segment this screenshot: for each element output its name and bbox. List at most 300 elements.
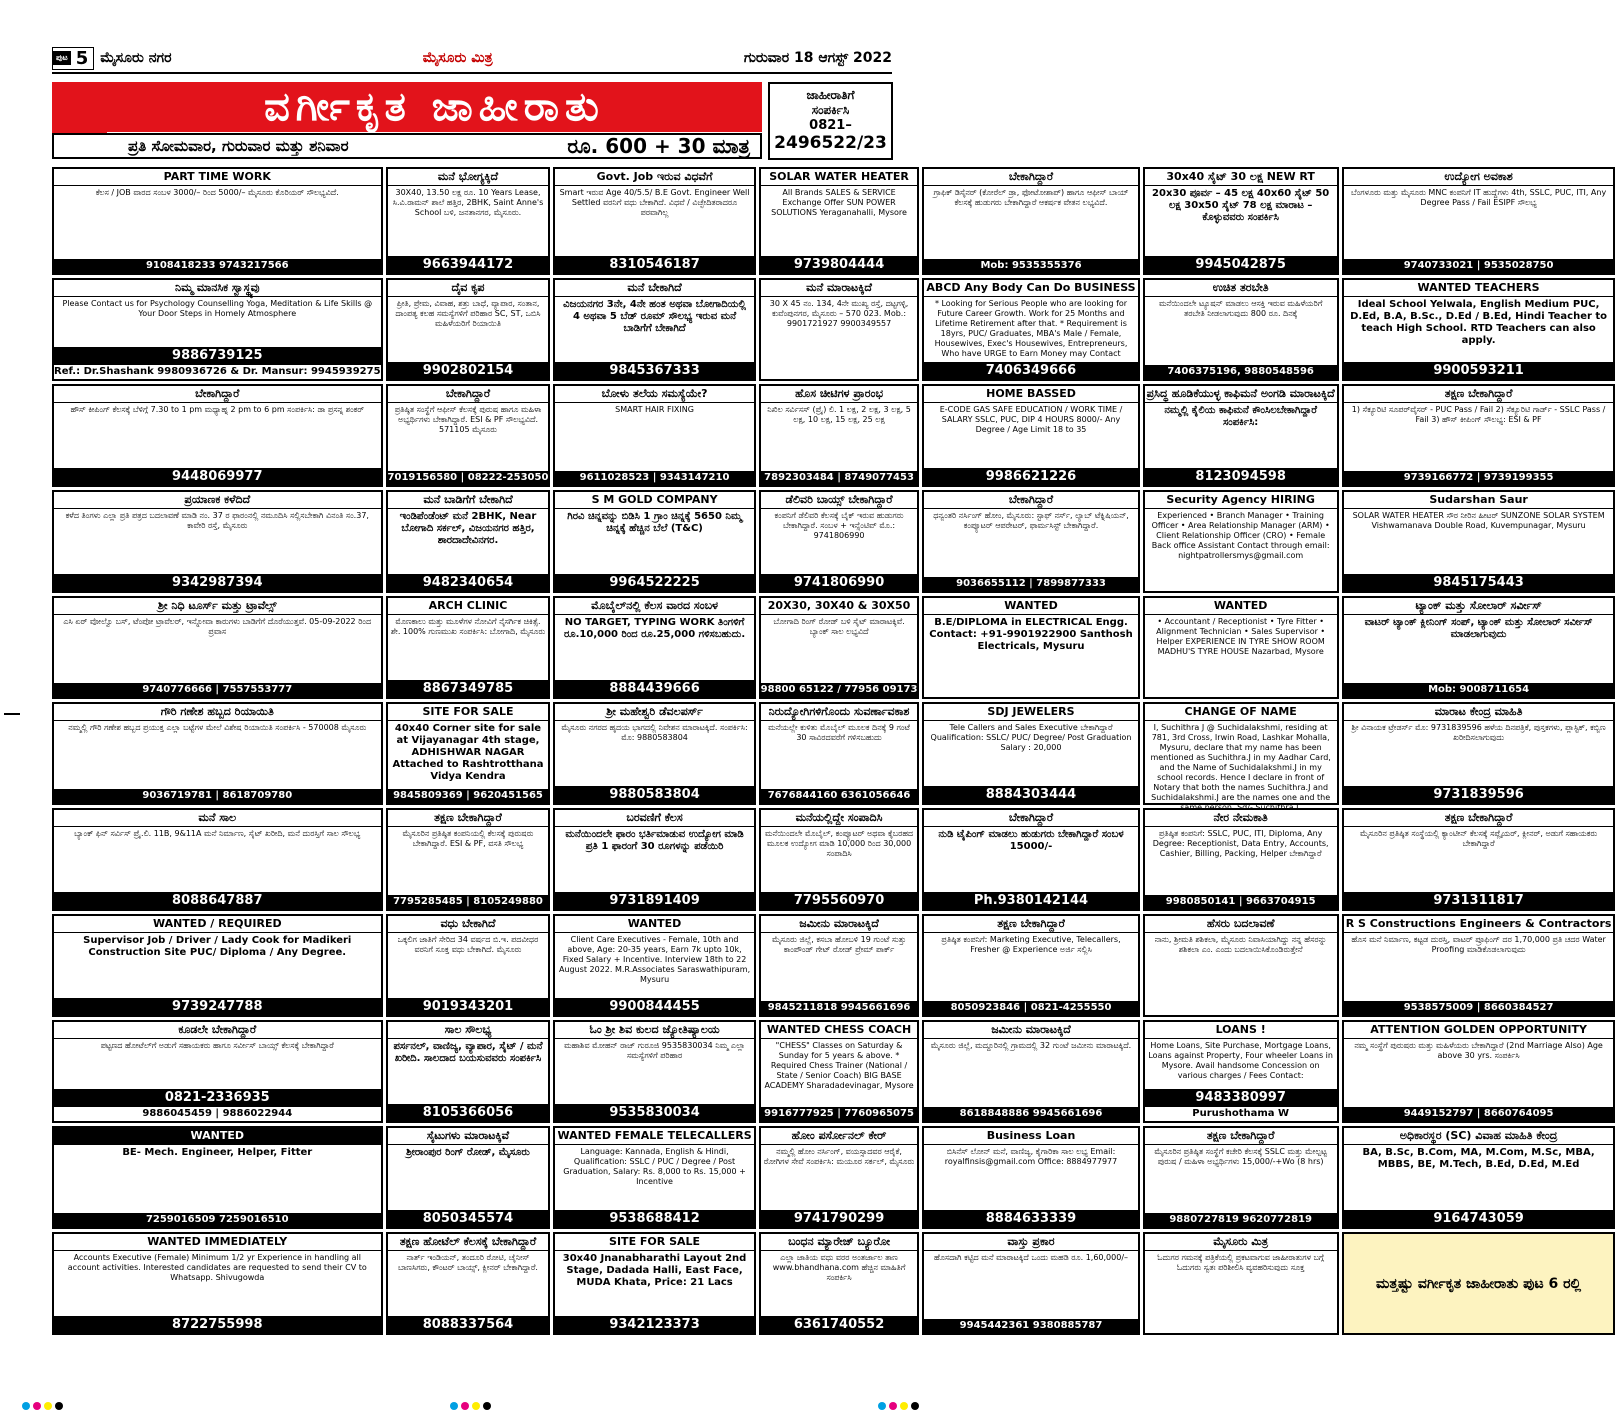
- ad-heading: ಮನೆ ಸಾಲ: [54, 810, 381, 827]
- classified-ad: [386, 490, 551, 593]
- ad-body: ಓದುಗರ ಗಮನಕ್ಕೆ ಪತ್ರಿಕೆಯಲ್ಲಿ ಪ್ರಕಟವಾಗುವ ಜಾಹೀರಾತುಗಳ ಬಗ್ಗೆ ಓದುಗರು ಸ್ವತಃ ಪರಿಶೀಲಿಸಿ ವ್ಯವಹರಿಸುವುದು ಸೂಕ್ತ: [1157, 1253, 1325, 1272]
- classified-ad: [386, 702, 551, 805]
- ad-phone: 9538688412: [555, 1210, 753, 1227]
- classified-ad: [922, 914, 1139, 1017]
- ad-body: ಪರ್ಸನಲ್, ವಾಣಿಜ್ಯ, ವ್ಯಾಪಾರ, ಸೈಟ್ / ಮನೆ ಖರೀದಿ. ಸಾಲದಾದ ಬಯಸುವವರು ಸಂಪರ್ಕಿಸಿ: [393, 1041, 543, 1064]
- ad-phone: 9739166772 | 9739199355: [1344, 471, 1614, 485]
- classified-ad: [386, 808, 551, 911]
- section-banner: [107, 82, 762, 132]
- ad-heading: ಮನೆ ಬೇಕಾಗಿದೆ: [555, 280, 753, 297]
- ad-body: ಪ್ರೀತಿ, ಪ್ರೇಮ, ವಿವಾಹ, ಶತ್ರು ಬಾಧೆ, ವ್ಯಾಪಾರ, ಸಂತಾನ, ದಾಂಪತ್ಯ ಕಲಹ ಸಮಸ್ಯೆಗಳಿಗೆ ಪರಿಹಾರ SC, ST, ಒಬಿಸಿ ಮಹಿಳೆಯರಿಗೆ ರಿಯಾಯಿತಿ: [395, 299, 541, 328]
- ad-body: ಮೈಸೂರು ನಗರದ ಹೃದಯ ಭಾಗದಲ್ಲಿ ನಿವೇಶನ ಮಾರಾಟಕ್ಕಿದೆ. ಸಂಪರ್ಕಿಸಿ: ಮೊ: 9880583804: [561, 723, 748, 742]
- classified-ad: [922, 490, 1139, 593]
- ad-phone: 0821-2336935: [54, 1089, 381, 1106]
- contact-line-3: 0821–: [809, 118, 852, 133]
- ad-phone: Mob: 9008711654: [1344, 683, 1614, 697]
- classified-ad: [386, 167, 551, 275]
- ad-phone: 8123094598: [1145, 468, 1337, 485]
- ad-heading: LOANS !: [1145, 1022, 1337, 1039]
- ad-phone: 7892303484 | 8749077453: [761, 471, 918, 485]
- ad-phone: 7406349666: [924, 362, 1137, 379]
- page-number: 5: [75, 47, 89, 69]
- ad-phone: 9164743059: [1344, 1210, 1614, 1227]
- ad-heading: WANTED: [1145, 598, 1337, 615]
- ad-phone: 9980850141 | 9663704915: [1145, 895, 1337, 909]
- classified-ad: [759, 278, 920, 381]
- ad-heading: ಬರವಣಿಗೆ ಕೆಲಸ: [555, 810, 753, 827]
- classified-ad: [553, 1126, 755, 1229]
- classified-ad: [553, 702, 755, 805]
- ad-body: ಮನೆಯಿಂದಲೇ ಟ್ಯೂಷನ್ ಮಾಡಲು ಆಸಕ್ತಿ ಇರುವ ಮಹಿಳೆಯರಿಗೆ ತರಬೇತಿ ನೀಡಲಾಗುವುದು 800 ರೂ. ದಿನಕ್ಕೆ: [1158, 299, 1323, 318]
- contact-line-2: ಸಂಪರ್ಕಿಸಿ: [811, 103, 850, 117]
- ad-heading: ತಕ್ಷಣ ಬೇಕಾಗಿದ್ದಾರೆ: [388, 810, 549, 827]
- classified-ad: [553, 384, 755, 487]
- ad-heading: ನೇರ ನೇಮಕಾತಿ: [1145, 810, 1337, 827]
- ad-phone: 9342123373: [555, 1316, 753, 1333]
- ad-body: Accounts Executive (Female) Minimum 1/2 yr Experience in handling all account activities. Interested candidates are requested to send their CV to Whatsapp. Shivugowda: [67, 1253, 367, 1282]
- classified-ad: [1342, 167, 1615, 275]
- classified-ad: [553, 596, 755, 699]
- ad-heading: Sudarshan Saur: [1344, 492, 1614, 509]
- ad-contact-secondary: Purushothama W: [1145, 1106, 1337, 1121]
- classified-ad: [553, 278, 755, 381]
- ad-body: Smart ಇರುವ Age 40/5.5/ B.E Govt. Engineer Well Settled ವರನಿಗೆ ವಧು ಬೇಕಾಗಿದೆ. ವಿಧವೆ / ವಿಚ್ಛೇದಿತರಾದರೂ ಪರವಾಗಿಲ್ಲ: [559, 188, 750, 217]
- classified-ad: [922, 1126, 1139, 1229]
- classified-ad: [1143, 702, 1339, 805]
- ad-heading: ಹೆಸರು ಬದಲಾವಣೆ: [1145, 916, 1337, 933]
- ad-phone: 9845809369 | 9620451565: [388, 789, 549, 803]
- ad-heading: ಉಚಿತ ತರಬೇತಿ: [1145, 280, 1337, 297]
- ad-body: ಶ್ರೀರಾಂಪುರ ರಿಂಗ್ ರೋಡ್, ಮೈಸೂರು: [406, 1147, 530, 1158]
- classified-ad: [1143, 384, 1339, 487]
- ad-body: ಕಂಪನಿಗೆ ಡೆಲಿವರಿ ಕೆಲಸಕ್ಕೆ ಬೈಕ್ ಇರುವ ಹುಡುಗರು ಬೇಕಾಗಿದ್ದಾರೆ. ಸಂಬಳ + ಇನ್ಸೆಂಟಿವ್ ಮೊ.: 9741806990: [774, 511, 904, 540]
- classified-ad: [1342, 384, 1615, 487]
- classified-ad: [52, 702, 383, 805]
- ad-body: ಮಹಾಶಿವ ಮೋಹನ್ ರಾಜ್ ಗುರೂಜಿ 9535830034 ನಿಮ್ಮ ಎಲ್ಲಾ ಸಮಸ್ಯೆಗಳಿಗೆ ಪರಿಹಾರ: [564, 1041, 746, 1060]
- ad-heading: SITE FOR SALE: [555, 1234, 753, 1251]
- ad-heading: ಜಮೀನು ಮಾರಾಟಕ್ಕಿದೆ: [761, 916, 918, 933]
- ad-heading: ಬೇಕಾಗಿದ್ದಾರೆ: [924, 810, 1137, 827]
- ad-heading: WANTED / REQUIRED: [54, 916, 381, 933]
- ad-phone: 9880727819 9620772819: [1145, 1213, 1337, 1227]
- color-dots-right: [878, 1395, 922, 1407]
- page-header: [52, 46, 892, 70]
- classified-ad: [553, 167, 755, 275]
- ad-heading: ನಿಮ್ಮ ಮಾನಸಿಕ ಸ್ವಾಸ್ಥ್ಯವು: [54, 280, 381, 297]
- classified-ad: [52, 914, 383, 1017]
- ad-phone: 9900844455: [555, 998, 753, 1015]
- ad-heading: ಸೈಟುಗಳು ಮಾರಾಟಕ್ಕಿವೆ: [388, 1128, 549, 1145]
- ad-body: ನಮ್ಮ ಸಂಸ್ಥೆಗೆ ಪುರುಷರು ಮತ್ತು ಮಹಿಳೆಯರು ಬೇಕಾಗಿದ್ದಾರೆ (2nd Marriage Also) Age above 30 yrs. ಸಂಪರ್ಕಿಸಿ: [1354, 1041, 1603, 1060]
- ad-contact-secondary: Ref.: Dr.Shashank 9980936726 & Dr. Mansur: 9945939275: [54, 366, 381, 377]
- ad-heading: WANTED: [54, 1128, 381, 1145]
- ad-heading: SITE FOR SALE: [388, 704, 549, 721]
- ad-body: ಗಿರವಿ ಚಿನ್ನವನ್ನು ಬಿಡಿಸಿ 1 ಗ್ರಾಂ ಚಿನ್ನಕ್ಕೆ 5650 ನಿಮ್ಮ ಚಿನ್ನಕ್ಕೆ ಹೆಚ್ಚಿನ ಬೆಲೆ (T&C): [567, 511, 742, 534]
- classified-ad: [553, 808, 755, 911]
- ad-body: ಬೆಂಗಳೂರು ಮತ್ತು ಮೈಸೂರು MNC ಕಂಪನಿಗೆ IT ಹುದ್ದೆಗಳು 4th, SSLC, PUC, ITI, Any Degree Pass / Fail ESIPF ಸೌಲಭ್ಯ: [1350, 188, 1607, 207]
- ad-heading: ARCH CLINIC: [388, 598, 549, 615]
- ad-heading: Business Loan: [924, 1128, 1137, 1145]
- ad-column: [922, 167, 1139, 1338]
- ad-heading: ಬೇಕಾಗಿದ್ದಾರೆ: [924, 492, 1137, 509]
- classified-ad: [1143, 1232, 1339, 1335]
- ad-column: [52, 167, 383, 1338]
- ad-body: Please Contact us for Psychology Counselling Yoga, Meditation & Life Skills @ Your Door Steps in Homely Atmosphere: [62, 299, 373, 318]
- ad-body: BE- Mech. Engineer, Helper, Fitter: [122, 1147, 313, 1158]
- ad-heading: WANTED CHESS COACH: [761, 1022, 918, 1039]
- ad-phone: 9342987394: [54, 574, 381, 591]
- ad-body: • Accountant / Receptionist • Tyre Fitter • Alignment Technician • Sales Supervisor • Helper EXPERIENCE IN TYRE SHOW ROOM MADHU'S TYRE HOUSE Nazarbad, Mysore: [1156, 617, 1326, 656]
- classified-ad: [553, 914, 755, 1017]
- classified-ad: [386, 1232, 551, 1335]
- ad-column: [386, 167, 551, 1338]
- issue-date: ಗುರುವಾರ 18 ಆಗಸ್ಟ್ 2022: [743, 50, 892, 66]
- ad-phone: 9740776666 | 7557553777: [54, 683, 381, 697]
- ad-heading: ಬೇಕಾಗಿದ್ದಾರೆ: [924, 169, 1137, 186]
- classified-ad: [553, 1232, 755, 1335]
- ad-heading: ಕೂಡಲೇ ಬೇಕಾಗಿದ್ದಾರೆ: [54, 1022, 381, 1039]
- banner-title: ವರ್ಗೀಕೃತ ಜಾಹೀರಾತು: [264, 84, 605, 130]
- ad-phone: 8088337564: [388, 1316, 549, 1333]
- classified-ad: [922, 596, 1139, 699]
- classified-ad: [922, 808, 1139, 911]
- ad-phone: 9731839596: [1344, 786, 1614, 803]
- ad-heading: 30x40 ಸೈಟ್ 30 ಲಕ್ಷ NEW RT: [1145, 169, 1337, 186]
- classified-ad: [52, 1126, 383, 1229]
- ad-phone: 9538575009 | 8660384527: [1344, 1001, 1614, 1015]
- ad-phone: Ph.9380142144: [924, 892, 1137, 909]
- ad-body: B.E/DIPLOMA in ELECTRICAL Engg. Contact: +91-9901922900 Santhosh Electricals, Mysuru: [929, 617, 1133, 652]
- ad-body: 1) ಸೆಕ್ಯೂರಿಟಿ ಸೂಪರ್‌ವೈಸರ್ - PUC Pass / Fail 2) ಸೆಕ್ಯೂರಿಟಿ ಗಾರ್ಡ್ - SSLC Pass / Fail 3) ಹೌಸ್ ಕೀಪಿಂಗ್ ಸೌಲಭ್ಯ: ESI & PF: [1351, 405, 1606, 424]
- ad-body: Client Care Executives - Female, 10th and above, Age: 20-35 years, Earn 7k upto 10k, Fixed Salary + Incentive. Interview 18th to 22 August 2022. M.R.Associates Saraswathipuram, Mysuru: [558, 935, 751, 984]
- classified-ad: [52, 167, 383, 275]
- color-dots-left: [22, 1395, 66, 1407]
- ad-heading: Security Agency HIRING: [1145, 492, 1337, 509]
- classified-ad: [1342, 702, 1615, 805]
- classified-ad: [1342, 596, 1615, 699]
- ad-phone: 9535830034: [555, 1104, 753, 1121]
- ad-phone: 9845175443: [1344, 574, 1614, 591]
- ad-phone: Mob: 9535355376: [924, 259, 1137, 273]
- classified-ad: [1342, 1020, 1615, 1123]
- ad-phone: 9740733021 | 9535028750: [1344, 259, 1614, 273]
- ad-heading: ಬೇಕಾಗಿದ್ದಾರೆ: [54, 386, 381, 403]
- ad-heading: ಮಾರಾಟ ಕೇಂದ್ರ ಮಾಹಿತಿ: [1344, 704, 1614, 721]
- ad-body: All Brands SALES & SERVICE Exchange Offer SUN POWER SOLUTIONS Yeraganahalli, Mysore: [771, 188, 907, 217]
- ad-body: ಮನೆಯಲ್ಲೇ ಕುಳಿತು ಮೊಬೈಲ್ ಮೂಲಕ ದಿನಕ್ಕೆ 9 ಗಂಟೆ 30 ಸಾವಿರದವರೆಗೆ ಗಳಿಸಬಹುದು: [768, 723, 910, 742]
- ad-phone: 9845211818 9945661696: [761, 1001, 918, 1015]
- classified-ad: [1143, 278, 1339, 381]
- ad-phone: 8867349785: [388, 680, 549, 697]
- contact-line-4: 2496522/23: [774, 133, 887, 153]
- classified-ad: [386, 384, 551, 487]
- ad-body: ಒಕ್ಕಲಿಗ ಜಾತಿಗೆ ಸೇರಿದ 34 ವರ್ಷದ ಬಿ.ಇ. ಪದವೀಧರ ವರನಿಗೆ ಸೂಕ್ತ ವಧು ಬೇಕಾಗಿದೆ. ಮೈಸೂರು: [397, 935, 539, 954]
- ad-body: 30 X 45 ನಂ. 134, 4ನೇ ಮುಖ್ಯ ರಸ್ತೆ, ದಟ್ಟಗಳ್ಳಿ, ಕುವೆಂಪುನಗರ, ಮೈಸೂರು – 570 023. Mob.: 9901721927 9900349557: [769, 299, 909, 328]
- classified-ad: [1143, 490, 1339, 593]
- ad-body: SOLAR WATER HEATER ಸೌರ ನೀರಿನ ಹೀಟರ್ SUNZONE SOLAR SYSTEM Vishwamanava Double Road, Kuvempunagar, Mysuru: [1352, 511, 1605, 530]
- ad-heading: WANTED: [555, 916, 753, 933]
- ad-heading: WANTED IMMEDIATELY: [54, 1234, 381, 1251]
- classified-ad: [52, 1020, 383, 1123]
- ad-body: SMART HAIR FIXING: [615, 405, 694, 414]
- classified-ad: [386, 914, 551, 1017]
- ad-heading: PART TIME WORK: [54, 169, 381, 186]
- ad-heading: ಅಧಿಕಾರಸ್ಥರ (SC) ವಿವಾಹ ಮಾಹಿತಿ ಕೇಂದ್ರ: [1344, 1128, 1614, 1145]
- classified-ad: [1143, 596, 1339, 699]
- ad-body: NO TARGET, TYPING WORK ತಿಂಗಳಿಗೆ ರೂ.10,000 ರಿಂದ ರೂ.25,000 ಗಳಿಸಬಹುದು.: [563, 617, 746, 640]
- ad-body: 30x40 Jnanabharathi Layout 2nd Stage, Dadada Halli, East Face, MUDA Khata, Price: 21 Lacs: [562, 1253, 747, 1288]
- ad-heading: ಉದ್ಯೋಗ ಅವಕಾಶ: [1344, 169, 1614, 186]
- ad-phone: 7019156580 | 08222-253050: [387, 472, 549, 483]
- ad-body: ನಿಖಿಲ ಸರ್ವಿಸಸ್ (ಪ್ರೈ) ಲಿ. 1 ಲಕ್ಷ, 2 ಲಕ್ಷ, 3 ಲಕ್ಷ, 5 ಲಕ್ಷ, 10 ಲಕ್ಷ, 15 ಲಕ್ಷ, 25 ಲಕ್ಷ: [767, 405, 911, 424]
- ad-body: ವಾಟರ್ ಟ್ಯಾಂಕ್ ಕ್ಲೀನಿಂಗ್ ಸಂಪ್, ಟ್ಯಾಂಕ್ ಮತ್ತು ಸೋಲಾರ್ ಸರ್ವೀಸ್ ಮಾಡಲಾಗುವುದು: [1364, 617, 1593, 640]
- ad-body: ಎಸಿ ಏರ್ ವೋಲ್ವೊ ಬಸ್, ಟೆಂಪೋ ಟ್ರಾವೆಲರ್, ಇನ್ನೋವಾ ಕಾರುಗಳು ಬಾಡಿಗೆಗೆ ದೊರೆಯುತ್ತವೆ. 05-09-2022 ರಿಂದ ಪ್ರವಾಸ: [63, 617, 372, 636]
- ad-body: * Looking for Serious People who are looking for Future Career Growth. Work for 25 Months and Lifetime Retirement after that. * Requirement is 18yrs, PUC/ Graduates, MBA's Male / Female, Housewives, Exec's Housewives, Entrepreneurs, Who have URGE to Earn Money may Contact: [934, 299, 1128, 358]
- ad-body: ಮೈಸೂರಿನ ಪ್ರತಿಷ್ಠಿತ ಸಂಸ್ಥೆಯಲ್ಲಿ ಕ್ಯಾಂಟೀನ್ ಕೆಲಸಕ್ಕೆ ಸಪ್ಲೈಯರ್, ಕ್ಲೀನರ್, ಅಡುಗೆ ಸಹಾಯಕರು ಬೇಕಾಗಿದ್ದಾರೆ: [1360, 829, 1598, 848]
- ad-phone: 9036655112 | 7899877333: [924, 577, 1137, 591]
- classified-ad: [553, 1020, 755, 1123]
- ad-phone: 8884303444: [924, 786, 1137, 803]
- ad-heading: Govt. Job ಇರುವ ವಿಧವೆಗೆ: [555, 169, 753, 186]
- ad-body: ನಾನು, ಶ್ರೀಮತಿ ಶಶಿಕಲಾ, ಮೈಸೂರು ನಿವಾಸಿಯಾಗಿದ್ದು ನನ್ನ ಹೆಸರನ್ನು ಶಶಿಕಲಾ ಎಂ. ಎಂದು ಬದಲಾಯಿಸಿಕೊಂಡಿರುತ್ತೇನೆ: [1154, 935, 1327, 954]
- classified-ad: [759, 1020, 920, 1123]
- ad-phone: 8722755998: [54, 1316, 381, 1333]
- ad-heading: CHANGE OF NAME: [1145, 704, 1337, 721]
- classified-ad: [759, 808, 920, 911]
- ad-heading: ತಕ್ಷಣ ಬೇಕಾಗಿದ್ದಾರೆ: [1344, 810, 1614, 827]
- ad-heading: HOME BASSED: [924, 386, 1137, 403]
- ad-phone: 9945042875: [1145, 256, 1337, 273]
- ad-phone: 8050345574: [388, 1210, 549, 1227]
- ad-heading: ಸಾಲ ಸೌಲಭ್ಯ: [388, 1022, 549, 1039]
- classified-ad: [922, 1020, 1139, 1123]
- ad-phone: 9108418233 9743217566: [54, 259, 381, 273]
- classified-ad: [52, 490, 383, 593]
- classified-ad: [759, 167, 920, 275]
- ad-body: 40x40 Corner site for sale at Vijayanagar 4th stage, ADHISHWAR NAGAR Attached to Rashtrotthana Vidya Kendra: [392, 723, 544, 782]
- ad-body: ಪಟ್ಟಣದ ಹೋಟೆಲ್‌ಗೆ ಅಡುಗೆ ಸಹಾಯಕರು ಹಾಗೂ ಸರ್ವೀಸ್ ಬಾಯ್ಸ್ ಕೆಲಸಕ್ಕೆ ಬೇಕಾಗಿದ್ದಾರೆ: [100, 1041, 334, 1050]
- ad-heading: ವಾಸ್ತು ಪ್ರಕಾರ: [924, 1234, 1137, 1251]
- ad-phone: 9731311817: [1344, 892, 1614, 909]
- ad-body: I, Suchithra J @ Suchidalakshmi, residing at 781, 3rd Cross, Irwin Road, Lashkar Mohalla, Mysuru, declare that my name has been mentioned as Suchithra.J in my Aadhar Card, and the Name of Suchidalakshmi.J in my school records. Hence I declare in front of Notary that both the names Suchithra.J and Suchidalakshmi.J are the names one and the: [1150, 723, 1331, 802]
- ad-phone: 9900593211: [1344, 362, 1614, 379]
- ad-heading: ಮನೆಯಲ್ಲಿದ್ದೇ ಸಂಪಾದಿಸಿ: [761, 810, 918, 827]
- classified-ad: [759, 914, 920, 1017]
- ad-phone: 7259016509 7259016510: [54, 1213, 381, 1227]
- ad-body: ಹೊಸದಾಗಿ ಕಟ್ಟಿದ ಮನೆ ಮಾರಾಟಕ್ಕಿದೆ ಒಂದು ಮಹಡಿ ರೂ. 1,60,000/–: [933, 1253, 1129, 1262]
- ad-body: ಮನೆಯಿಂದಲೇ ಮೊಬೈಲ್, ಕಂಪ್ಯೂಟರ್ ಅಥವಾ ಕೈಬರಹದ ಮೂಲಕ ಉದ್ಯೋಗ ಮಾಡಿ 10,000 ರಿಂದ 30,000 ಸಂಪಾದಿಸಿ: [765, 829, 914, 858]
- ad-heading: ಹೋಂ ಪರ್ಸೋನಲ್ ಕೇರ್: [761, 1128, 918, 1145]
- ad-phone: 9741790299: [761, 1210, 918, 1227]
- header-rule: [52, 72, 892, 74]
- ad-column: [1342, 167, 1615, 1338]
- ad-body: ಗ್ರಾಫಿಕ್ ಡಿಸೈನರ್ (ಕೋರೆಲ್ ಡ್ರಾ, ಫೋಟೋಶಾಪ್) ಹಾಗೂ ಆಫೀಸ್ ಬಾಯ್ ಕೆಲಸಕ್ಕೆ ಹುಡುಗರು ಬೇಕಾಗಿದ್ದಾರೆ ಆಕರ್ಷಕ ವೇತನ ಲಭ್ಯವಿದೆ.: [933, 188, 1129, 207]
- ad-body: ಇಂಡಿಪೆಂಡೆಂಟ್ ಮನೆ 2BHK, Near ಬೋಗಾದಿ ಸರ್ಕಲ್, ವಿಜಯನಗರ ಹತ್ತಿರ, ಶಾರದಾದೇವಿನಗರ.: [399, 511, 537, 546]
- ad-heading: ಮೊಬೈಲ್‌ನಲ್ಲಿ ಕೆಲಸ ವಾರದ ಸಂಬಳ: [555, 598, 753, 615]
- ad-phone: 9902802154: [388, 362, 549, 379]
- ad-phone: 7795560970: [761, 892, 918, 909]
- classified-ad: [1342, 1126, 1615, 1229]
- classified-ad: [922, 167, 1139, 275]
- ad-heading: ಬೇಕಾಗಿದ್ದಾರೆ: [388, 386, 549, 403]
- ad-heading: ಟ್ಯಾಂಕ್ ಮತ್ತು ಸೋಲಾರ್ ಸರ್ವೀಸ್: [1344, 598, 1614, 615]
- ads-grid: [52, 167, 1612, 1338]
- ad-body: ನಮ್ಮಲ್ಲಿ ಗೌರಿ ಗಣೇಶ ಹಬ್ಬದ ಪ್ರಯುಕ್ತ ಎಲ್ಲಾ ಬಟ್ಟೆಗಳ ಮೇಲೆ ವಿಶೇಷ ರಿಯಾಯಿತಿ ಸಂಪರ್ಕಿಸಿ - 570008 ಮೈಸೂರು: [68, 723, 367, 732]
- ad-heading: 20X30, 30X40 & 30X50: [761, 598, 918, 615]
- ad-heading: ಮನೆ ಬಾಡಿಗೆಗೆ ಬೇಕಾಗಿದೆ: [388, 492, 549, 509]
- classified-ad: [52, 384, 383, 487]
- ad-price: ರೂ. 600 + 30 ಮಾತ್ರ: [567, 134, 750, 158]
- ad-phone: 9611028523 | 9343147210: [555, 471, 753, 485]
- classified-ad: [52, 596, 383, 699]
- ad-column: [759, 167, 920, 1338]
- classified-ad: [386, 1020, 551, 1123]
- ad-body: ಮೈಸೂರಿನ ಪ್ರತಿಷ್ಠಿತ ಸಂಸ್ಥೆಗೆ ಕಚೇರಿ ಕೆಲಸಕ್ಕೆ SSLC ಮತ್ತು ಮೇಲ್ಪಟ್ಟ ಪುರುಷ / ಮಹಿಳಾ ಅಭ್ಯರ್ಥಿಗಳು 15,000/-+Wo (8 hrs): [1154, 1147, 1327, 1166]
- ad-body: ಪ್ರತಿಷ್ಠಿತ ಕಂಪನಿಗೆ: SSLC, PUC, ITI, Diploma, Any Degree: Receptionist, Data Entry, Accounts, Cashier, Billing, Packing, Helper ಬೇಕಾಗಿದ್ದಾರೆ: [1152, 829, 1329, 858]
- classified-ad: [759, 702, 920, 805]
- ad-column: [1143, 167, 1339, 1338]
- ad-body: ಬ್ಯಾಂಕ್ ಫಿನ್ ಸರ್ವಿಸ್ ಪ್ರೈ.ಲಿ. 11B, 9&11A ಮನೆ ನಿರ್ಮಾಣ, ಸೈಟ್ ಖರೀದಿ, ಮನೆ ದುರಸ್ತಿಗೆ ಸಾಲ ಸೌಲಭ್ಯ: [74, 829, 361, 838]
- ad-phone: 9483380997: [1145, 1089, 1337, 1106]
- ad-heading: ತಕ್ಷಣ ಬೇಕಾಗಿದ್ದಾರೆ: [1145, 1128, 1337, 1145]
- classified-ad: [922, 384, 1139, 487]
- classified-ad: [759, 490, 920, 593]
- ad-body: 30X40, 13.50 ಲಕ್ಷ ರೂ. 10 Years Lease, ಸಿ.ವಿ.ರಾಮನ್ ಶಾಲೆ ಹತ್ತಿರ, 2BHK, Saint Anne's School ಬಳಿ, ಜನತಾನಗರ, ಮೈಸೂರು.: [392, 188, 544, 217]
- ad-phone: 9741806990: [761, 574, 918, 591]
- classified-ad: [1342, 278, 1615, 381]
- classified-ad: [1342, 490, 1615, 593]
- classified-ad: [52, 1232, 383, 1335]
- ad-body: ಹೌಸ್ ಕೀಪಿಂಗ್ ಕೆಲಸಕ್ಕೆ ಬೆಳಿಗ್ಗೆ 7.30 to 1 pm ಮಧ್ಯಾಹ್ನ 2 pm to 6 pm ಸಂಪರ್ಕಿಸಿ: ಡಾ ಪ್ರಸನ್ನ ಶಂಕರ್: [70, 405, 365, 414]
- ad-column: [553, 167, 755, 1338]
- ad-phone: 6361740552: [761, 1316, 918, 1333]
- ad-heading: ಶ್ರೀ ನಿಧಿ ಟೂರ್ಸ್ ಮತ್ತು ಟ್ರಾವೆಲ್ಸ್: [54, 598, 381, 615]
- margin-mark: [4, 713, 20, 715]
- classified-ad: [1342, 808, 1615, 911]
- ad-heading: ABCD Any Body Can Do BUSINESS: [924, 280, 1137, 297]
- classified-ad: [759, 1232, 920, 1335]
- ad-heading: ಪ್ರಯಾಣಕ ಕಳೆದಿದೆ: [54, 492, 381, 509]
- ad-phone: 9663944172: [388, 256, 549, 273]
- ad-phone: 8310546187: [555, 256, 753, 273]
- ad-heading: ಪ್ರಸಿದ್ಧ ಹೂಡಿಕೆಯುಳ್ಳ ಕಾಫಿಮನೆ ಅಂಗಡಿ ಮಾರಾಟಕ್ಕಿದೆ: [1145, 386, 1337, 403]
- ad-body: ನಮ್ಮಲ್ಲಿ ಹೋಂ ನರ್ಸಿಂಗ್, ವಯಸ್ಸಾದವರ ಆರೈಕೆ, ರೋಗಿಗಳ ಸೇವೆ ಸಂಪರ್ಕಿಸಿ: ಮಯೂರ ಸರ್ಕಲ್, ಮೈಸೂರು: [763, 1147, 915, 1166]
- ad-body: ನುಡಿ ಟೈಪಿಂಗ್ ಮಾಡಲು ಹುಡುಗರು ಬೇಕಾಗಿದ್ದಾರೆ ಸಂಬಳ 15000/-: [938, 829, 1124, 852]
- ad-body: ಹೊಸ ಮನೆ ನಿರ್ಮಾಣ, ಕಟ್ಟಡ ದುರಸ್ತಿ, ವಾಟರ್ ಪ್ರೂಫಿಂಗ್ ದರ 1,70,000 ಪ್ರತಿ ಚದರ Water Proofing ಮಾಡಿಕೊಡಲಾಗುವುದು: [1351, 935, 1606, 954]
- ad-heading: ATTENTION GOLDEN OPPORTUNITY: [1344, 1022, 1614, 1039]
- ad-heading: ಬೋಳು ತಲೆಯ ಸಮಸ್ಯೆಯೇ?: [555, 386, 753, 403]
- ad-body: ಬಿಸಿನೆಸ್ ಲೋನ್ ಮನೆ, ವಾಣಿಜ್ಯ, ಕೈಗಾರಿಕಾ ಸಾಲ ಲಭ್ಯ Email: royalfinsis@gmail.com Office: 8884977977: [944, 1147, 1118, 1166]
- ad-phone: 8105366056: [388, 1104, 549, 1121]
- classified-ad: [1143, 1020, 1339, 1123]
- ad-body: ಮೊಣಕಾಲು ಮತ್ತು ಮೂಳೆಗಳ ನೋವಿಗೆ ನೈಸರ್ಗಿಕ ಚಿಕಿತ್ಸೆ. ಶೇ. 100% ಗುಣಮುಖ ಸಂಪರ್ಕಿಸಿ: ಬೋಗಾದಿ, ಮೈಸೂರು: [390, 617, 546, 636]
- classified-ad: [922, 702, 1139, 805]
- publish-days: ಪ್ರತಿ ಸೋಮವಾರ, ಗುರುವಾರ ಮತ್ತು ಶನಿವಾರ: [128, 137, 349, 155]
- ad-phone: 9449152797 | 8660764095: [1344, 1107, 1614, 1121]
- ad-phone: 7795285485 | 8105249880: [388, 895, 549, 909]
- ad-heading: WANTED: [924, 598, 1137, 615]
- ad-body: E-CODE GAS SAFE EDUCATION / WORK TIME / SALARY SSLC, PUC, DIP 4 HOURS 8000/- Any Degree / Age Limit 18 to 35: [939, 405, 1123, 434]
- classified-ad: [922, 1232, 1139, 1335]
- classified-ad: [759, 384, 920, 487]
- classified-ad: [386, 1126, 551, 1229]
- ad-heading: ದೈವ ಕೃಪ: [388, 280, 549, 297]
- classified-ad: [386, 596, 551, 699]
- classified-ad: [759, 1126, 920, 1229]
- ad-phone: 8618848886 9945661696: [924, 1107, 1137, 1121]
- ad-body: ಮನೆಯಿಂದಲೇ ಫಾರಂ ಭರ್ತಿಮಾಡುವ ಉದ್ಯೋಗ ಮಾಡಿ ಪ್ರತಿ 1 ಫಾರಂಗೆ 30 ರೂಗಳನ್ನು ಪಡೆಯಿರಿ: [565, 829, 744, 852]
- ad-phone: 9448069977: [54, 468, 381, 485]
- classified-ad: [1143, 914, 1339, 1017]
- ad-heading: S M GOLD COMPANY: [555, 492, 753, 509]
- classified-ad: [1143, 808, 1339, 911]
- ad-heading: WANTED TEACHERS: [1344, 280, 1614, 297]
- ad-heading: SDJ JEWELERS: [924, 704, 1137, 721]
- ad-contact-secondary: 9886045459 | 9886022944: [54, 1106, 381, 1121]
- section-name: ಮೈಸೂರು ನಗರ: [100, 50, 172, 66]
- ad-heading: WANTED FEMALE TELECALLERS: [555, 1128, 753, 1145]
- ad-heading: ಡೆಲಿವರಿ ಬಾಯ್ಸ್ ಬೇಕಾಗಿದ್ದಾರೆ: [761, 492, 918, 509]
- ad-phone: 9964522225: [555, 574, 753, 591]
- classified-ad: [922, 278, 1139, 381]
- ad-body: Language: Kannada, English & Hindi, Qualification: SSLC / PUC / Degree / Post Graduation, Salary: Rs. 8,000 to Rs. 15,000 + Incentive: [563, 1147, 746, 1186]
- ad-body: ನಮ್ಮಲ್ಲಿ ಕೈಲಿಯ ಕಾಫಿಮನೆ ಕೌಂಸಿಲಬೇಕಾಗಿದ್ದಾರೆ ಸಂಪರ್ಕಿಸಿ:: [1164, 405, 1317, 428]
- ad-phone: 9731891409: [555, 892, 753, 909]
- ad-heading: ನಿರುದ್ಯೋಗಿಗಳಿಗೊಂದು ಸುವರ್ಣಾವಕಾಶ: [761, 704, 918, 721]
- newspaper-brand: ಮೈಸೂರು ಮಿತ್ರ: [422, 50, 493, 66]
- ad-phone: 8884439666: [555, 680, 753, 697]
- ad-heading: SOLAR WATER HEATER: [761, 169, 918, 186]
- ad-body: Home Loans, Site Purchase, Mortgage Loans, Loans against Property, Four wheeler Loans in Mysore. Avail handsome Concession on various charges / Fees Contact:: [1148, 1041, 1333, 1080]
- ad-body: ಬೋಗಾದಿ ರಿಂಗ್ ರೋಡ್ ಬಳಿ ಸೈಟ್ ಮಾರಾಟಕ್ಕಿವೆ. ಬ್ಯಾಂಕ್ ಸಾಲ ಲಭ್ಯವಿದೆ: [773, 617, 905, 636]
- ad-body: ಮೈಸೂರಿನ ಪ್ರತಿಷ್ಠಿತ ಕಂಪನಿಯಲ್ಲಿ ಕೆಲಸಕ್ಕೆ ಪುರುಷರು ಬೇಕಾಗಿದ್ದಾರೆ. ESI & PF, ವಸತಿ ಸೌಲಭ್ಯ: [402, 829, 534, 848]
- ad-phone: 9845367333: [555, 362, 753, 379]
- ad-heading: ಜಮೀನು ಮಾರಾಟಕ್ಕಿದೆ: [924, 1022, 1137, 1039]
- ad-body: Tele Callers and Sales Executive ಬೇಕಾಗಿದ್ದಾರೆ Qualification: SSLC/ PUC/ Degree/ Post Graduation Salary : 20,000: [930, 723, 1132, 752]
- classified-ad: [553, 490, 755, 593]
- ad-body: "CHESS" Classes on Saturday & Sunday for 5 years & above. * Required Chess Trainer (National / State / Senior Coach) BIG BASE ACADEMY Sharadadevinagar, Mysore: [764, 1041, 914, 1090]
- ad-body: ಕೆಲಸ / JOB ವಾರದ ಸಂಬಳ 3000/– ರಿಂದ 5000/– ಮೈಸೂರು ಕೊರಿಯರ್ ಸೌಲಭ್ಯವಿದೆ.: [95, 188, 339, 197]
- classified-ad: [1143, 167, 1339, 275]
- ad-heading: ಹೊಸ ಚೀಟಿಗಳ ಪ್ರಾರಂಭ: [761, 386, 918, 403]
- banner-subline: [52, 133, 762, 159]
- ad-body: ಧನ್ವಂತರಿ ನರ್ಸಿಂಗ್ ಹೋಂ, ಮೈಸೂರು: ಸ್ಟಾಫ್ ನರ್ಸ್, ಲ್ಯಾಬ್ ಟೆಕ್ನಿಷಿಯನ್, ಕಂಪ್ಯೂಟರ್ ಆಪರೇಟರ್, ಫಾರ್ಮಸಿಸ್ಟ್ ಬೇಕಾಗಿದ್ದಾರೆ.: [933, 511, 1129, 530]
- ad-phone: 8884633339: [924, 1210, 1137, 1227]
- ad-phone: 9886739125: [54, 347, 381, 364]
- ad-heading: ವಧು ಬೇಕಾಗಿದೆ: [388, 916, 549, 933]
- ad-body: ಪ್ರತಿಷ್ಠಿತ ಕಂಪನಿಗೆ: Marketing Executive, Telecallers, Fresher @ Experience ಅರ್ಜಿ ಸಲ್ಲಿಸಿ: [941, 935, 1121, 954]
- classified-ad: [52, 808, 383, 911]
- ad-body: ಪ್ರತಿಷ್ಠಿತ ಸಂಸ್ಥೆಗೆ ಆಫೀಸ್ ಕೆಲಸಕ್ಕೆ ಪುರುಷ ಹಾಗೂ ಮಹಿಳಾ ಅಭ್ಯರ್ಥಿಗಳು ಬೇಕಾಗಿದ್ದಾರೆ. ESI & PF ಸೌಲಭ್ಯವಿದೆ. 571105 ಮೈಸೂರು: [394, 405, 542, 434]
- ad-phone: 9880583804: [555, 786, 753, 803]
- ad-body: ಮೈಸೂರು ಜಿಲ್ಲೆ, ಮದ್ದೂರಿನಲ್ಲಿ ಗ್ರಾಮದಲ್ಲಿ 32 ಗುಂಟೆ ಜಮೀನು ಮಾರಾಟಕ್ಕಿದೆ.: [930, 1041, 1132, 1050]
- ad-heading: ತಕ್ಷಣ ಬೇಕಾಗಿದ್ದಾರೆ: [924, 916, 1137, 933]
- ad-phone: 9036719781 | 8618709780: [54, 789, 381, 803]
- ad-body: ಎಲ್ಲಾ ಜಾತಿಯ ವಧು ವರರ ಅಂತರ್ಜಾಲ ತಾಣ www.bhandhana.com ಹೆಚ್ಚಿನ ಮಾಹಿತಿಗೆ ಸಂಪರ್ಕಿಸಿ: [772, 1253, 906, 1282]
- contact-box: [768, 82, 893, 160]
- classified-ad: [759, 596, 920, 699]
- registration-marks: [22, 1395, 922, 1407]
- ad-body: ಮೈಸೂರು ಜಿಲ್ಲೆ, ಕಸಬಾ ಹೋಬಳಿ 19 ಗುಂಟೆ ಸುತ್ತು ಕಾಂಪೌಂಡ್ ಗೇಟ್ ರೋಡ್ ಪ್ರೇಮ್ ಪಾರ್ಕ್: [771, 935, 907, 954]
- ad-heading: ತಕ್ಷಣ ಹೋಟೆಲ್ ಕೆಲಸಕ್ಕೆ ಬೇಕಾಗಿದ್ದಾರೆ: [388, 1234, 549, 1251]
- classified-ad: [386, 278, 551, 381]
- ad-body: Ideal School Yelwala, English Medium PUC, D.Ed, B.A, B.Sc., D.Ed / B.Ed, Hindi Teacher to teach High School. RTD Teachers can also apply.: [1350, 299, 1608, 346]
- ad-phone: 7676844160 6361056646: [761, 789, 918, 803]
- page-number-box: [52, 47, 94, 70]
- ad-body: ವಿಜಯನಗರ 3ನೇ, 4ನೇ ಹಂತ ಅಥವಾ ಬೋಗಾದಿಯಲ್ಲಿ 4 ಅಥವಾ 5 ಬೆಡ್ ರೂಮ್ ಸೌಲಭ್ಯ ಇರುವ ಮನೆ ಬಾಡಿಗೆಗೆ ಬೇಕಾಗಿದೆ: [563, 299, 746, 334]
- ad-phone: 9739804444: [761, 256, 918, 273]
- ad-phone: 7406375196, 9880548596: [1145, 365, 1337, 379]
